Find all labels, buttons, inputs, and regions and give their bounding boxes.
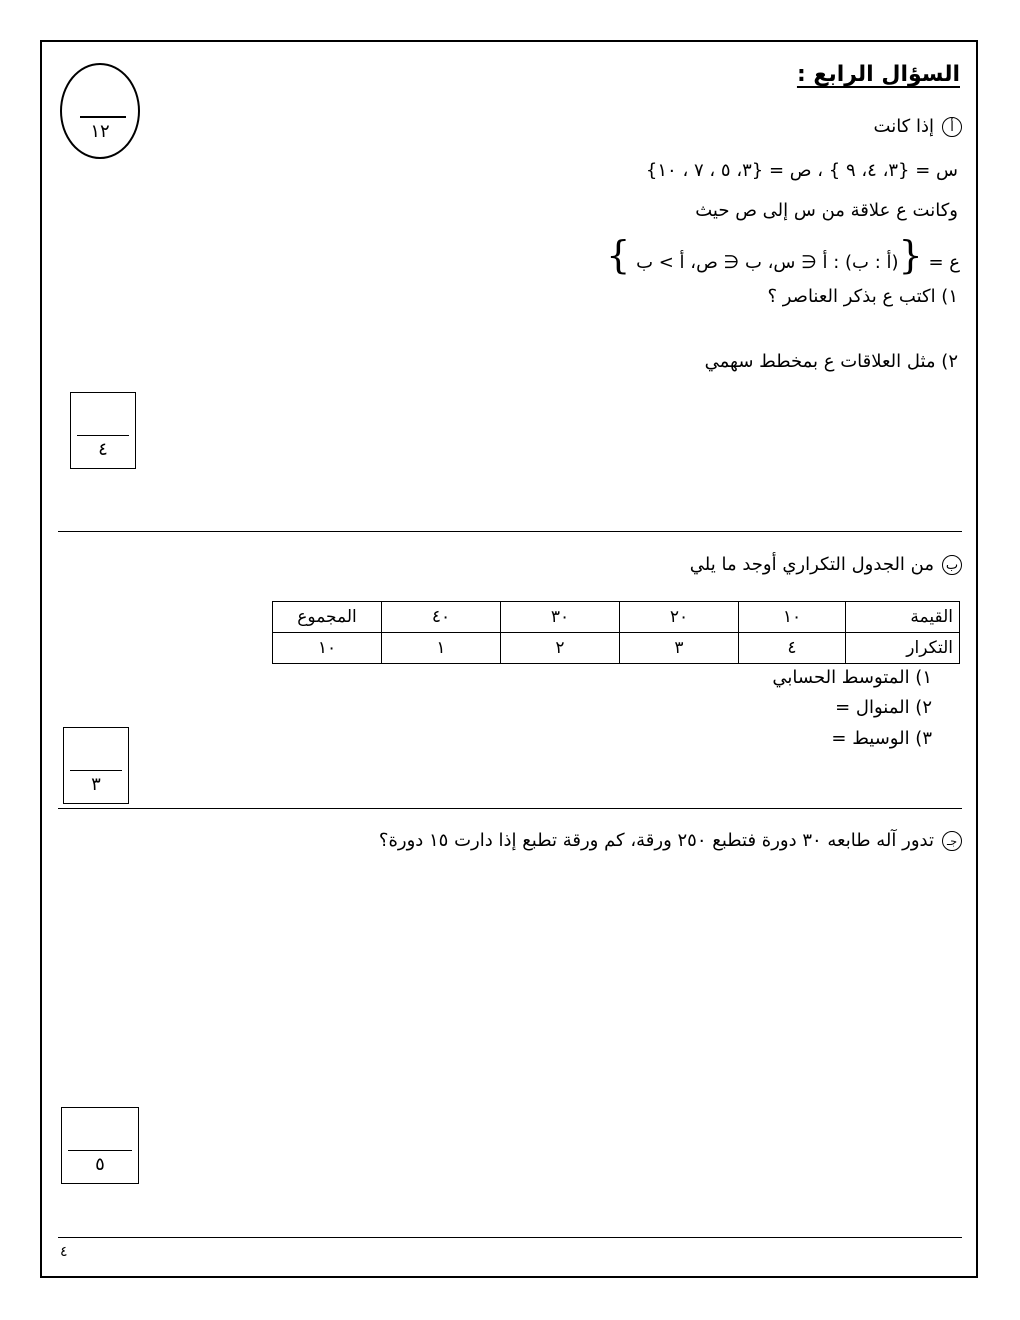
table-cell: التكرار bbox=[846, 633, 960, 664]
table-cell: ٣٠ bbox=[501, 602, 620, 633]
relation-lhs: ع = bbox=[928, 252, 960, 273]
part-a-intro: إذا كانت bbox=[873, 116, 934, 137]
table-row bbox=[273, 602, 960, 633]
relation-intro: وكانت ع علاقة من س إلى ص حيث bbox=[695, 200, 958, 221]
section-divider bbox=[58, 808, 962, 809]
table-cell: ٢ bbox=[501, 633, 620, 664]
part-a-question-2: ٢) مثل العلاقات ع بمخطط سهمي bbox=[704, 351, 958, 372]
part-b-question-1: ١) المتوسط الحسابي bbox=[772, 667, 932, 688]
table-cell: ١ bbox=[382, 633, 501, 664]
table-cell: المجموع bbox=[273, 602, 382, 633]
frequency-table bbox=[272, 601, 960, 664]
part-b-intro-line bbox=[690, 554, 962, 575]
score-line bbox=[70, 770, 122, 771]
total-score-oval bbox=[60, 63, 140, 159]
sets-definition: س = {٣، ٤، ٩ } ، ص = {٣، ٥ ، ٧ ، ١٠} bbox=[645, 160, 958, 181]
relation-definition bbox=[606, 233, 960, 286]
part-c-score: ٥ bbox=[95, 1154, 105, 1175]
score-line bbox=[77, 435, 129, 436]
table-cell: ٤٠ bbox=[382, 602, 501, 633]
part-c-marker: جـ bbox=[942, 831, 962, 851]
table-cell: ١٠ bbox=[273, 633, 382, 664]
table-cell: القيمة bbox=[846, 602, 960, 633]
question-title: السؤال الرابع : bbox=[796, 62, 960, 87]
part-b-intro: من الجدول التكراري أوجد ما يلي bbox=[689, 554, 934, 575]
part-c-line bbox=[379, 830, 962, 851]
part-a-score-box bbox=[70, 392, 136, 469]
brace-close: } bbox=[606, 233, 631, 277]
part-b-score: ٣ bbox=[91, 774, 101, 795]
brace-open: { bbox=[898, 233, 923, 277]
section-divider bbox=[58, 531, 962, 532]
total-score: ١٢ bbox=[90, 121, 110, 142]
score-line bbox=[68, 1150, 132, 1151]
relation-body: (أ : ب) : أ ∈ س، ب ∈ ص، أ > ب bbox=[636, 252, 899, 273]
part-c-question: تدور آله طابعه ٣٠ دورة فتطبع ٢٥٠ ورقة، كم ورقة تطبع إذا دارت ١٥ دورة؟ bbox=[378, 830, 934, 851]
table-row bbox=[273, 633, 960, 664]
score-line bbox=[80, 116, 126, 118]
table-cell: ١٠ bbox=[739, 602, 846, 633]
table-cell: ٤ bbox=[739, 633, 846, 664]
part-b-marker: ب bbox=[942, 555, 962, 575]
part-b-score-box bbox=[63, 727, 129, 804]
table-cell: ٣ bbox=[620, 633, 739, 664]
part-b-question-3: ٣) الوسيط = bbox=[831, 728, 932, 749]
part-a-question-1: ١) اكتب ع بذكر العناصر ؟ bbox=[767, 286, 958, 307]
table-cell: ٢٠ bbox=[620, 602, 739, 633]
part-a-intro-line bbox=[874, 116, 962, 137]
part-a-marker: أ bbox=[942, 117, 962, 137]
footer-divider bbox=[58, 1237, 962, 1238]
page-number: ٤ bbox=[60, 1244, 68, 1260]
part-a-score: ٤ bbox=[98, 439, 108, 460]
part-b-question-2: ٢) المنوال = bbox=[835, 697, 932, 718]
part-c-score-box bbox=[61, 1107, 139, 1184]
